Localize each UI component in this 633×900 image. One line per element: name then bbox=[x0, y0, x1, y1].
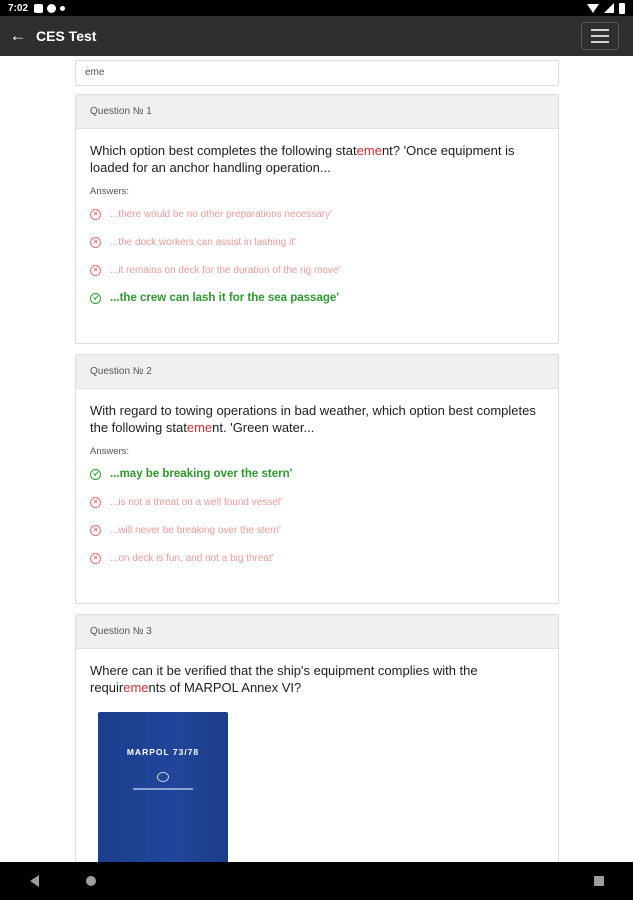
answers-label: Answers: bbox=[90, 446, 130, 457]
status-time: 7:02 bbox=[8, 2, 29, 14]
book-subtitle-line bbox=[133, 788, 193, 790]
home-circle-icon[interactable] bbox=[86, 876, 96, 886]
back-triangle-icon[interactable] bbox=[30, 875, 39, 887]
app-bar bbox=[0, 16, 633, 56]
question-header: Question № 3 bbox=[76, 615, 558, 649]
marpol-book-image bbox=[98, 712, 228, 862]
x-circle-icon bbox=[90, 525, 101, 536]
answer-item: ...will never be breaking over the stern' bbox=[90, 516, 544, 544]
system-nav-bar bbox=[0, 862, 633, 900]
x-circle-icon bbox=[90, 237, 101, 248]
answer-item-correct: ...the crew can lash it for the sea passage' bbox=[90, 284, 544, 312]
dot-icon bbox=[60, 6, 65, 11]
answers-label: Answers: bbox=[90, 186, 130, 197]
app-icon bbox=[47, 4, 56, 13]
answer-item: ...is not a threat on a well found vessel' bbox=[90, 488, 544, 516]
arrow-left-icon[interactable]: ← bbox=[9, 26, 27, 45]
x-circle-icon bbox=[90, 265, 101, 276]
status-bar bbox=[0, 0, 633, 16]
question-header: Question № 2 bbox=[76, 355, 558, 389]
question-card-1 bbox=[75, 94, 559, 344]
answer-item: ...there would be no other preparations necessary' bbox=[90, 200, 544, 228]
hamburger-menu-icon bbox=[591, 29, 609, 31]
question-text: Which option best completes the following statement? 'Once equipment is loaded for an anchor handling operation... bbox=[90, 143, 515, 175]
notification-icon bbox=[34, 4, 43, 13]
check-circle-icon bbox=[90, 469, 101, 480]
question-card-3 bbox=[75, 614, 559, 862]
answer-item: ...it remains on deck for the duration of the rig move' bbox=[90, 256, 544, 284]
un-emblem-icon bbox=[157, 772, 169, 782]
book-title: MARPOL 73/78 bbox=[126, 747, 200, 757]
x-circle-icon bbox=[90, 553, 101, 564]
check-circle-icon bbox=[90, 293, 101, 304]
x-circle-icon bbox=[90, 497, 101, 508]
question-text: With regard to towing operations in bad weather, which option best completes the following statement. 'Green water... bbox=[90, 403, 536, 435]
answer-item-correct: ...may be breaking over the stern' bbox=[90, 460, 544, 488]
answer-item: ...on deck is fun, and not a big threat' bbox=[90, 544, 544, 572]
recents-square-icon[interactable] bbox=[594, 876, 604, 886]
question-header: Question № 1 bbox=[76, 95, 558, 129]
question-text: Where can it be verified that the ship's equipment complies with the requirements of MARPOL Annex VI? bbox=[90, 663, 478, 695]
menu-button[interactable] bbox=[581, 22, 619, 50]
search-input[interactable]: eme bbox=[75, 60, 559, 86]
search-highlight: eme bbox=[186, 420, 213, 435]
question-card-2 bbox=[75, 354, 559, 604]
page-title: CES Test bbox=[36, 28, 97, 44]
x-circle-icon bbox=[90, 209, 101, 220]
battery-icon bbox=[619, 3, 625, 14]
search-highlight: eme bbox=[356, 143, 382, 158]
wifi-icon bbox=[587, 4, 599, 13]
answer-item: ...the dock workers can assist in lashing it' bbox=[90, 228, 544, 256]
signal-icon bbox=[604, 3, 614, 13]
content-scroll[interactable] bbox=[0, 56, 633, 862]
search-highlight: eme bbox=[123, 680, 149, 695]
